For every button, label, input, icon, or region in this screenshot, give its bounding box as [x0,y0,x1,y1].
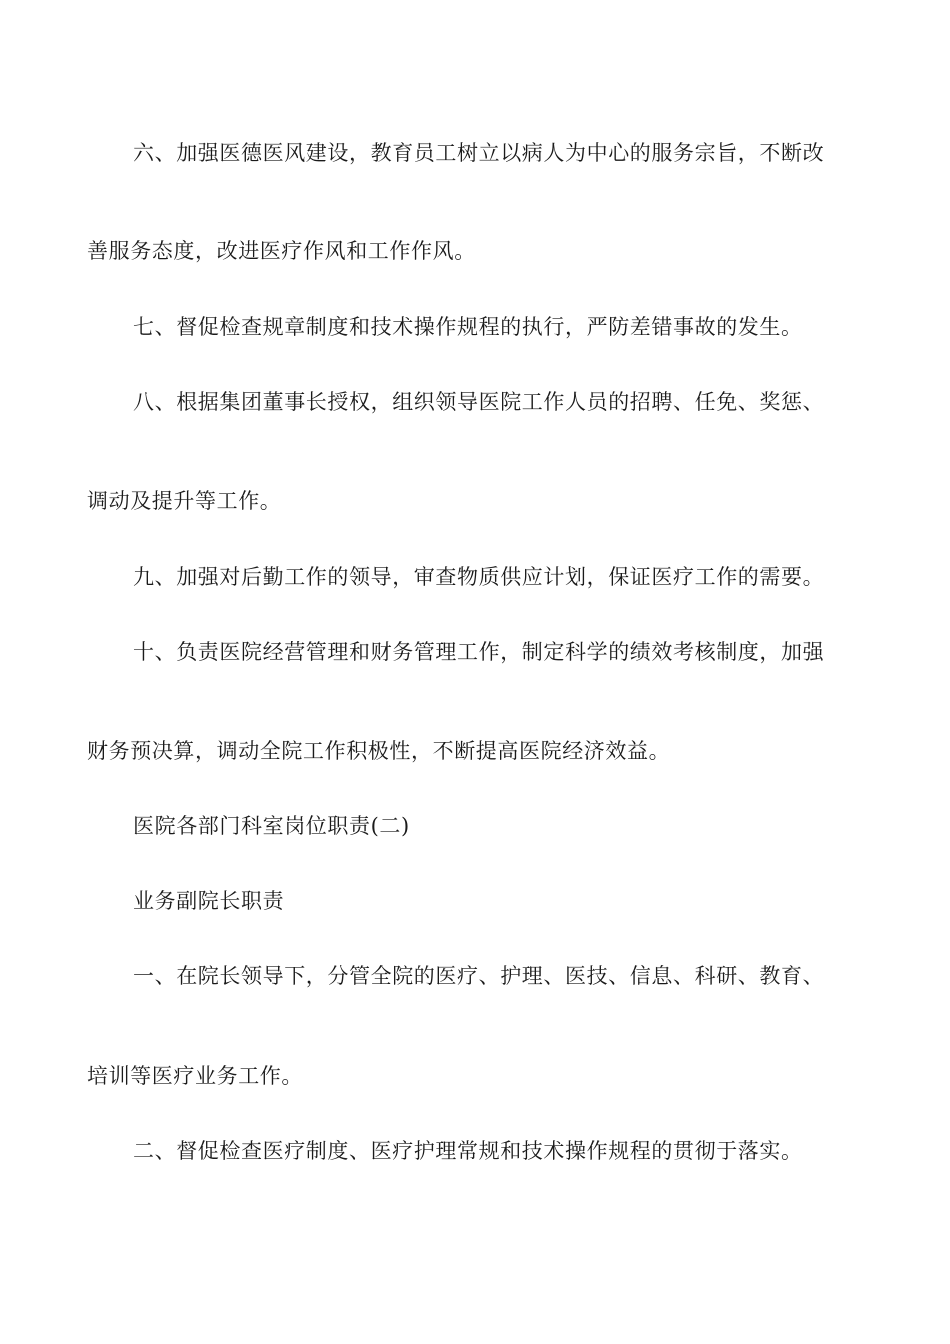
duty-2: 二、督促检查医疗制度、医疗护理常规和技术操作规程的贯彻于落实。 [133,1139,803,1163]
duty-1-line-2: 培训等医疗业务工作。 [87,1064,303,1088]
item-10-line-2: 财务预决算，调动全院工作积极性，不断提高医院经济效益。 [87,739,671,763]
item-6-line-1: 六、加强医德医风建设，教育员工树立以病人为中心的服务宗旨，不断改 [133,141,825,165]
item-6-line-2: 善服务态度，改进医疗作风和工作作风。 [87,239,476,263]
section-heading: 医院各部门科室岗位职责(二) [133,814,410,838]
item-8-line-1: 八、根据集团董事长授权，组织领导医院工作人员的招聘、任免、奖惩、 [133,390,825,414]
item-9: 九、加强对后勤工作的领导，审查物质供应计划，保证医疗工作的需要。 [133,565,825,589]
item-10-line-1: 十、负责医院经营管理和财务管理工作，制定科学的绩效考核制度，加强 [133,640,825,664]
duty-1-line-1: 一、在院长领导下，分管全院的医疗、护理、医技、信息、科研、教育、 [133,964,825,988]
item-7: 七、督促检查规章制度和技术操作规程的执行，严防差错事故的发生。 [133,315,803,339]
subsection-heading: 业务副院长职责 [133,889,285,913]
item-8-line-2: 调动及提升等工作。 [87,489,282,513]
